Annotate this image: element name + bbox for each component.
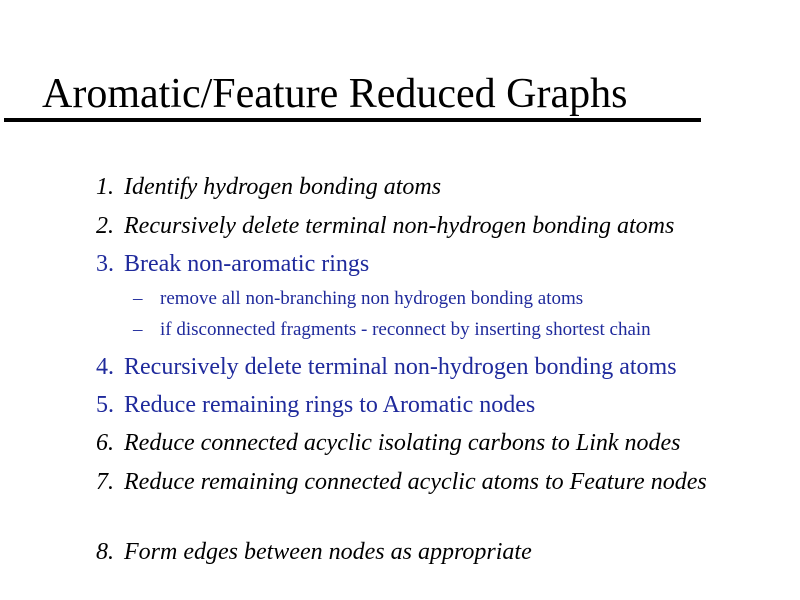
- step-number: 4.: [96, 354, 114, 380]
- step-text: Reduce connected acyclic isolating carbons to Link nodes: [124, 430, 681, 456]
- step-item: [96, 352, 776, 383]
- step-item: [96, 467, 716, 498]
- sub-item: [133, 287, 773, 311]
- step-item: [96, 537, 776, 568]
- sub-text: if disconnected fragments - reconnect by inserting shortest chain: [160, 319, 651, 340]
- step-item: [96, 211, 776, 242]
- step-item: [96, 249, 776, 280]
- step-text: Form edges between nodes as appropriate: [124, 539, 532, 565]
- step-text: Break non-aromatic rings: [124, 251, 370, 277]
- step-number: 1.: [96, 174, 114, 200]
- step-text: Reduce remaining rings to Aromatic nodes: [124, 392, 536, 418]
- step-number: 3.: [96, 251, 114, 277]
- slide-title: Aromatic/Feature Reduced Graphs: [42, 71, 628, 117]
- sub-bullet: –: [133, 319, 143, 340]
- step-text: Identify hydrogen bonding atoms: [124, 174, 442, 200]
- sub-text: remove all non-branching non hydrogen bonding atoms: [160, 288, 584, 309]
- step-number: 2.: [96, 213, 114, 239]
- sub-item: [133, 318, 773, 342]
- step-number: 5.: [96, 392, 114, 418]
- step-number: 6.: [96, 430, 114, 456]
- step-number: 7.: [96, 469, 114, 495]
- step-item: [96, 390, 776, 421]
- sub-bullet: –: [133, 288, 143, 309]
- step-text: Reduce remaining connected acyclic atoms to Feature nodes: [124, 469, 707, 495]
- step-item: [96, 172, 776, 203]
- step-text: Recursively delete terminal non-hydrogen bonding atoms: [124, 213, 675, 239]
- step-item: [96, 428, 776, 459]
- step-text: Recursively delete terminal non-hydrogen bonding atoms: [124, 354, 677, 380]
- step-number: 8.: [96, 539, 114, 565]
